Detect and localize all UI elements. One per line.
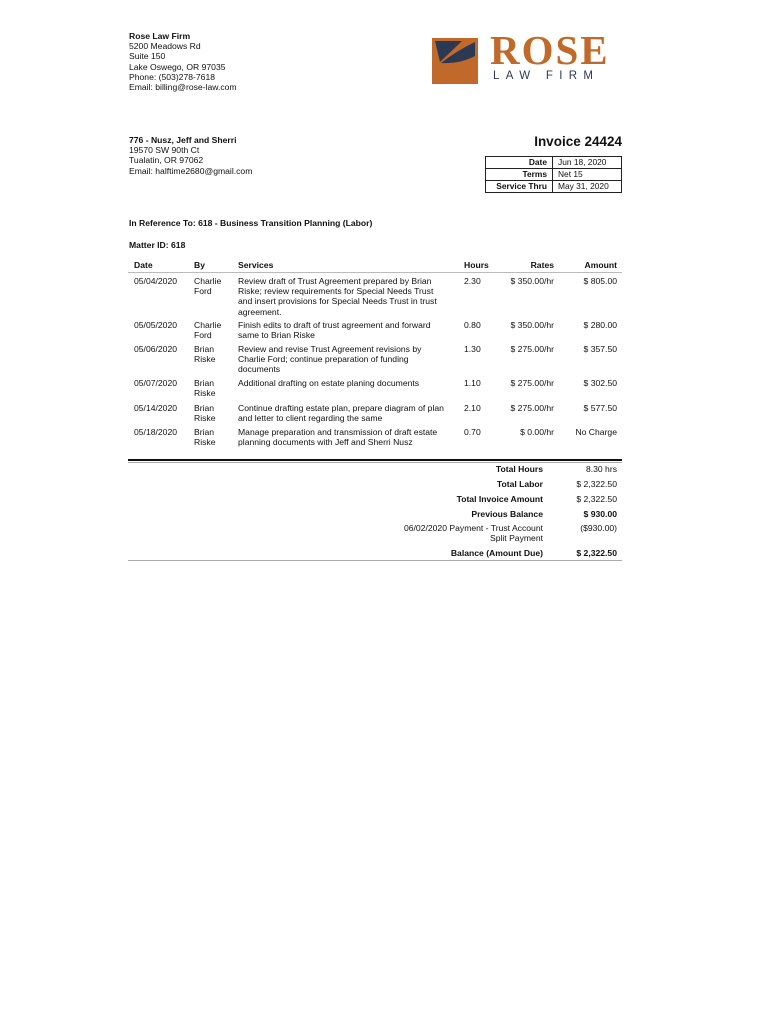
- row-services: Review and revise Trust Agreement revisions by Charlie Ford; continue preparation of funding documents: [238, 344, 422, 375]
- client-city: Tualatin, OR 97062: [129, 155, 204, 166]
- logo-subtitle: LAW FIRM: [493, 70, 600, 82]
- payment-description: 06/02/2020 Payment - Trust Account Split Payment: [403, 523, 543, 544]
- firm-name: Rose Law Firm: [129, 31, 191, 41]
- row-hours: 0.80: [464, 320, 481, 330]
- row-hours: 2.10: [464, 403, 481, 413]
- firm-logo: [432, 27, 622, 86]
- row-rate: $ 350.00/hr: [510, 320, 554, 330]
- client-address-line: 19570 SW 90th Ct: [129, 145, 200, 156]
- header-divider: [128, 272, 622, 273]
- row-services: Finish edits to draft of trust agreement and forward same to Brian Riske: [238, 320, 431, 341]
- col-header-services: Services: [238, 260, 274, 270]
- firm-phone: Phone: (503)278-7618: [129, 71, 216, 82]
- row-hours: 0.70: [464, 427, 481, 437]
- meta-label: Date: [486, 157, 553, 169]
- row-rate: $ 350.00/hr: [510, 276, 554, 286]
- row-services: Manage preparation and transmission of draft estate planning documents with Jeff and Sherri Nusz: [238, 427, 438, 448]
- row-amount: $ 577.50: [583, 403, 617, 413]
- previous-balance-value: $ 930.00: [583, 509, 617, 519]
- row-by: Brian Riske: [194, 403, 216, 424]
- total-labor-value: $ 2,322.50: [576, 479, 617, 489]
- row-by: Brian Riske: [194, 378, 216, 399]
- total-invoice-value: $ 2,322.50: [576, 494, 617, 504]
- balance-due-value: $ 2,322.50: [576, 548, 617, 558]
- rose-law-logo-mark-icon: [432, 38, 478, 84]
- firm-address-block: [129, 31, 237, 92]
- total-hours-value: 8.30 hrs: [585, 464, 617, 474]
- row-date: 05/07/2020: [134, 378, 178, 388]
- row-rate: $ 275.00/hr: [510, 378, 554, 388]
- col-header-by: By: [194, 260, 205, 270]
- client-name: 776 - Nusz, Jeff and Sherri: [129, 135, 237, 145]
- meta-row: [486, 169, 622, 181]
- reference-line: In Reference To: 618 - Business Transition Planning (Labor): [129, 218, 373, 228]
- col-header-rates: Rates: [530, 260, 554, 270]
- row-amount: $ 280.00: [583, 320, 617, 330]
- col-header-date: Date: [134, 260, 153, 270]
- bottom-divider: [128, 560, 622, 561]
- row-hours: 1.30: [464, 344, 481, 354]
- row-amount: No Charge: [575, 427, 617, 437]
- firm-city: Lake Oswego, OR 97035: [129, 61, 226, 72]
- row-by: Charlie Ford: [194, 320, 222, 341]
- invoice-meta-table: [485, 156, 622, 193]
- meta-row: [486, 157, 622, 169]
- row-amount: $ 805.00: [583, 276, 617, 286]
- row-date: 05/06/2020: [134, 344, 178, 354]
- row-date: 05/14/2020: [134, 403, 178, 413]
- col-header-hours: Hours: [464, 260, 489, 270]
- meta-value: Jun 18, 2020: [553, 157, 622, 169]
- firm-address-line: 5200 Meadows Rd: [129, 41, 201, 52]
- totals-divider-thin: [128, 462, 622, 463]
- previous-balance-label: Previous Balance: [471, 509, 543, 519]
- row-amount: $ 302.50: [583, 378, 617, 388]
- meta-value: May 31, 2020: [553, 181, 622, 193]
- client-email: Email: halftime2680@gmail.com: [129, 165, 253, 176]
- meta-label: Terms: [486, 169, 553, 181]
- row-by: Brian Riske: [194, 344, 216, 365]
- total-invoice-label: Total Invoice Amount: [456, 494, 543, 504]
- payment-value: ($930.00): [580, 523, 617, 533]
- row-rate: $ 0.00/hr: [520, 427, 554, 437]
- meta-row: [486, 181, 622, 193]
- col-header-amount: Amount: [584, 260, 617, 270]
- firm-email: Email: billing@rose-law.com: [129, 82, 237, 93]
- row-hours: 2.30: [464, 276, 481, 286]
- matter-id: Matter ID: 618: [129, 240, 186, 250]
- invoice-title: Invoice 24424: [534, 134, 622, 149]
- row-date: 05/05/2020: [134, 320, 178, 330]
- meta-label: Service Thru: [486, 181, 553, 193]
- meta-value: Net 15: [553, 169, 622, 181]
- row-services: Review draft of Trust Agreement prepared by Brian Riske; review requirements for Special Needs Trust and insert provisions for Special Needs Trust in trust agreement.: [238, 276, 437, 317]
- row-rate: $ 275.00/hr: [510, 403, 554, 413]
- total-hours-label: Total Hours: [495, 464, 543, 474]
- row-by: Charlie Ford: [194, 276, 222, 297]
- row-date: 05/18/2020: [134, 427, 178, 437]
- total-labor-label: Total Labor: [496, 479, 543, 489]
- logo-wordmark: ROSE: [490, 27, 610, 73]
- row-rate: $ 275.00/hr: [510, 344, 554, 354]
- row-hours: 1.10: [464, 378, 481, 388]
- firm-address-line: Suite 150: [129, 51, 166, 62]
- totals-divider-thick: [128, 459, 622, 461]
- client-address-block: [129, 135, 252, 176]
- row-by: Brian Riske: [194, 427, 216, 448]
- row-amount: $ 357.50: [583, 344, 617, 354]
- row-services: Additional drafting on estate planing documents: [238, 378, 420, 388]
- balance-due-label: Balance (Amount Due): [450, 548, 543, 558]
- row-date: 05/04/2020: [134, 276, 178, 286]
- row-services: Continue drafting estate plan, prepare diagram of plan and letter to client regarding the same: [238, 403, 444, 424]
